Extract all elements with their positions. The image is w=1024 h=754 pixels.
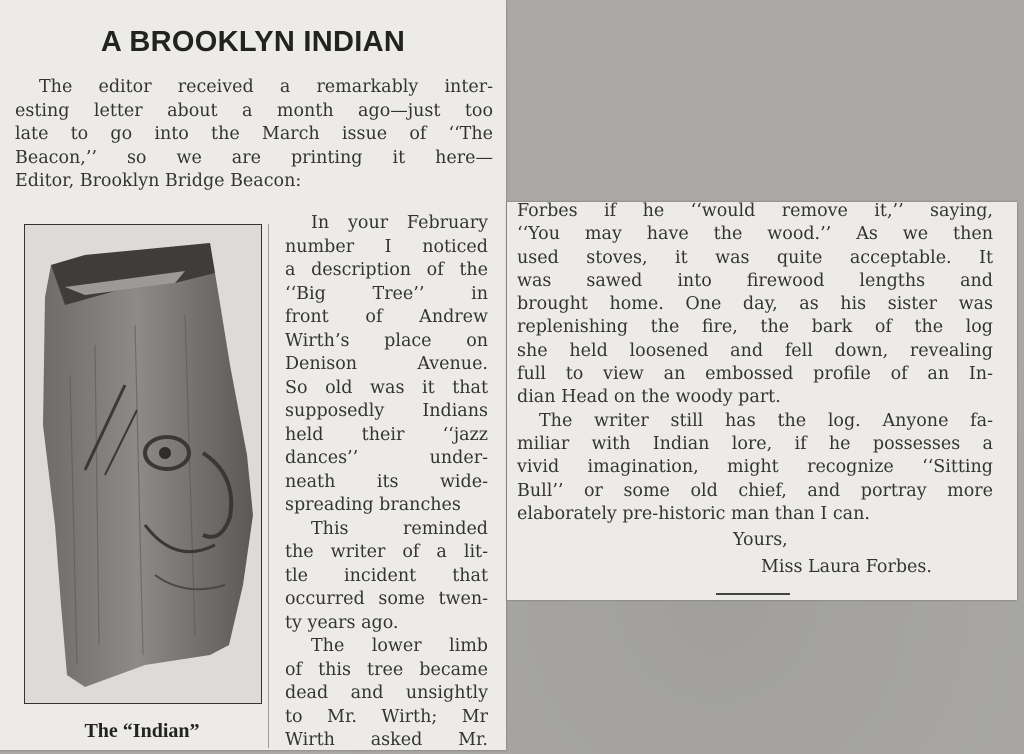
letter-line: held their ‘‘jazz — [285, 424, 488, 445]
letter-line: This reminded — [311, 518, 488, 539]
letter-line: to Mr. Wirth; Mr — [285, 706, 488, 727]
letter-line: replenishing the fire, the bark of the log — [517, 317, 993, 338]
letter-line: front of Andrew — [285, 307, 488, 327]
letter-line: Bull’’ or some old chief, and portray more — [517, 480, 993, 501]
letter-line: Wirth asked Mr. — [285, 730, 488, 750]
letter-line: The lower limb — [311, 636, 488, 656]
letter-line: dances’’ under- — [285, 448, 488, 468]
indian-log-photo — [24, 224, 262, 704]
letter-line: Wirth’s place on — [285, 330, 488, 351]
letter-line: In your February — [311, 213, 488, 233]
letter-line: the writer of a lit- — [285, 542, 488, 562]
letter-line: occurred some twen- — [285, 589, 488, 609]
letter-line: ‘‘Big Tree’’ in — [285, 283, 488, 304]
letter-line: used stoves, it was quite acceptable. It — [517, 247, 993, 268]
newspaper-clipping-left — [0, 0, 506, 750]
letter-closing: Yours, — [733, 530, 788, 550]
letter-line: she held loosened and fell down, revealing — [517, 340, 993, 361]
column-divider — [268, 224, 269, 748]
letter-line: neath its wide- — [285, 471, 488, 492]
letter-line: supposedly Indians — [285, 401, 488, 421]
letter-line: ty years ago. — [285, 612, 399, 633]
letter-column-1 — [285, 212, 488, 753]
letter-line: dead and unsightly — [285, 683, 488, 703]
letter-line: Denison Avenue. — [285, 354, 488, 374]
letter-line: The writer still has the log. Anyone fa- — [539, 410, 993, 431]
photo-caption: The “Indian” — [84, 720, 200, 742]
letter-line: ‘‘You may have the wood.’’ As we then — [517, 224, 993, 245]
letter-line: tle incident that — [285, 565, 488, 586]
letter-line: spreading branches — [285, 495, 461, 515]
intro-line: Editor, Brooklyn Bridge Beacon: — [15, 171, 302, 191]
letter-line: miliar with Indian lore, if he possesses a — [517, 433, 993, 454]
end-rule — [716, 593, 790, 595]
letter-line: a description of the — [285, 260, 488, 280]
article-headline: A BROOKLYN INDIAN — [100, 26, 406, 58]
letter-line: So old was it that — [285, 377, 488, 398]
letter-line: vivid imagination, might recognize ‘‘Sitting — [517, 457, 993, 478]
letter-line: number I noticed — [285, 236, 488, 257]
letter-line: elaborately pre-historic man than I can. — [517, 503, 870, 524]
intro-line: The editor received a remarkably inter- — [39, 77, 493, 97]
intro-line: Beacon,’’ so we are printing it here— — [15, 147, 493, 168]
letter-line: was sawed into firewood lengths and — [517, 270, 993, 291]
letter-signature: Miss Laura Forbes. — [761, 557, 932, 577]
letter-column-2 — [517, 200, 993, 526]
letter-line: brought home. One day, as his sister was — [517, 294, 993, 315]
article-intro — [15, 76, 493, 194]
intro-line: esting letter about a month ago—just too — [15, 100, 493, 121]
letter-line: dian Head on the woody part. — [517, 387, 781, 408]
letter-line: Forbes if he ‘‘would remove it,’’ saying, — [517, 201, 993, 221]
intro-line: late to go into the March issue of ‘‘The — [15, 124, 493, 144]
letter-line: of this tree became — [285, 659, 488, 680]
letter-line: full to view an embossed profile of an In- — [517, 364, 993, 385]
